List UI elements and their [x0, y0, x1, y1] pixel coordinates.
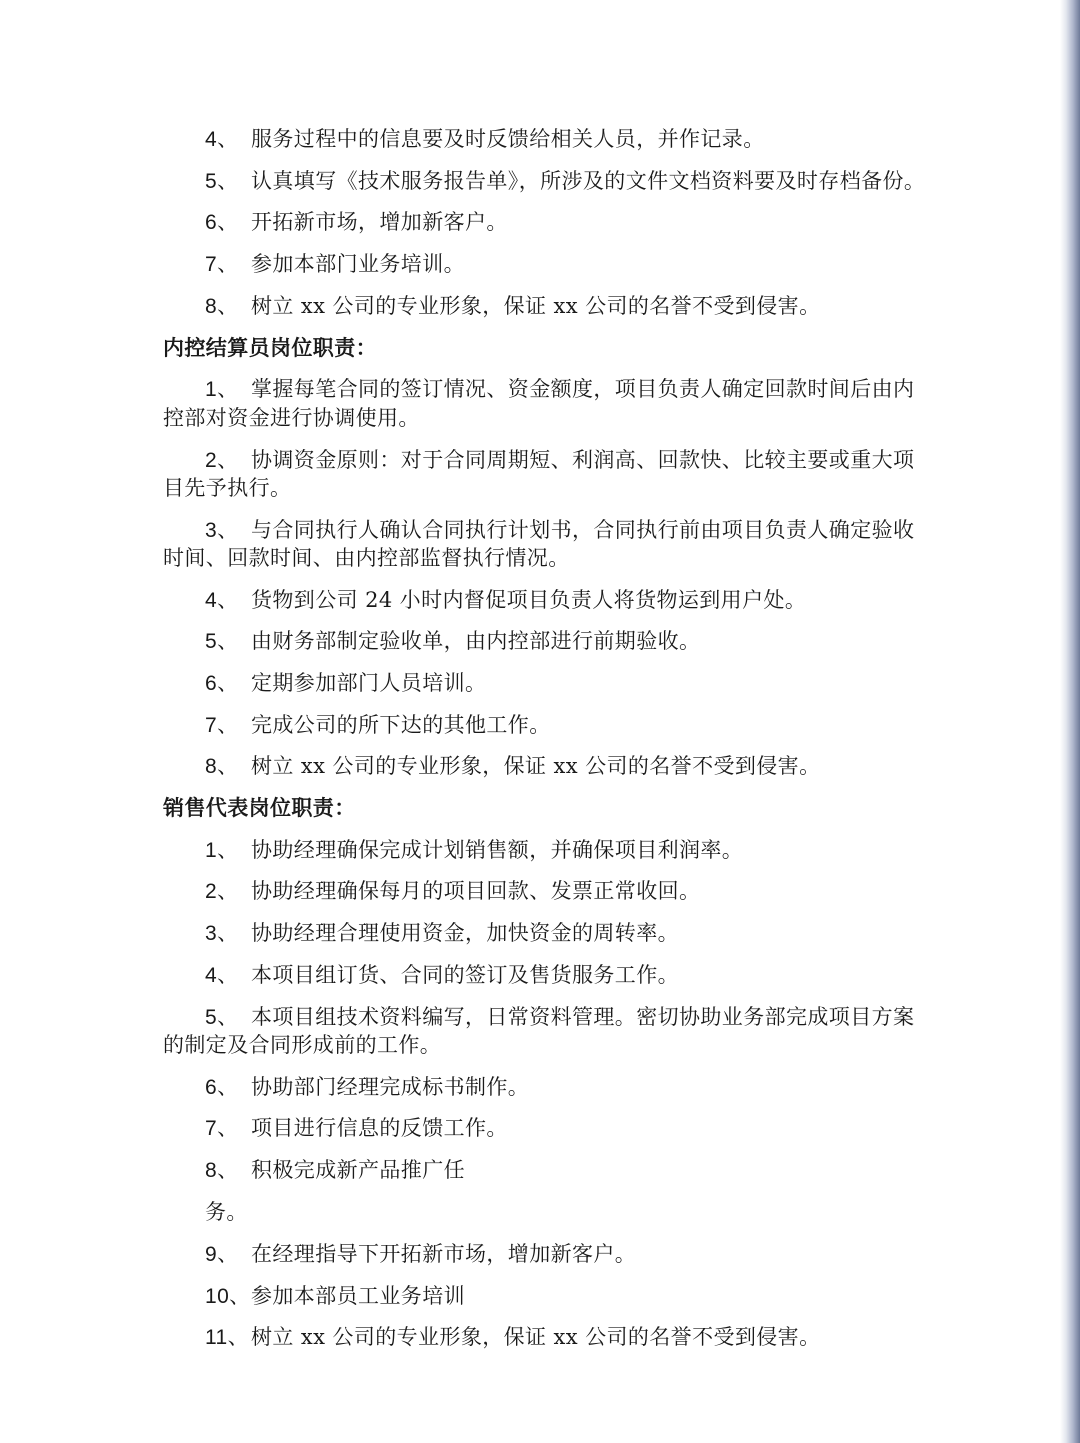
list-item: 8、 树立 xx 公司的专业形象，保证 xx 公司的名誉不受到侵害。 [205, 294, 821, 318]
section-heading-sales-rep: 销售代表岗位职责： [163, 795, 356, 820]
list-item: 8、 积极完成新产品推广任 [205, 1158, 465, 1182]
list-item: 4、 货物到公司 24 小时内督促项目负责人将货物运到用户处。 [205, 588, 807, 612]
list-item: 4、 本项目组订货、合同的签订及售货服务工作。 [205, 963, 679, 987]
list-item: 2、 协助经理确保每月的项目回款、发票正常收回。 [205, 879, 701, 903]
list-item: 3、 与合同执行人确认合同执行计划书，合同执行前由项目负责人确定验收 [205, 518, 915, 542]
list-item: 4、 服务过程中的信息要及时反馈给相关人员，并作记录。 [205, 127, 765, 151]
list-item: 3、 协助经理合理使用资金，加快资金的周转率。 [205, 921, 679, 945]
list-item: 6、 开拓新市场，增加新客户。 [205, 210, 508, 234]
list-item: 7、 参加本部门业务培训。 [205, 252, 465, 276]
list-item: 7、 完成公司的所下达的其他工作。 [205, 713, 551, 737]
list-item: 5、 本项目组技术资料编写，日常资料管理。密切协助业务部完成项目方案 [205, 1005, 915, 1029]
list-item: 1、 掌握每笔合同的签订情况、资金额度，项目负责人确定回款时间后由内 [205, 377, 915, 401]
list-item: 6、 定期参加部门人员培训。 [205, 671, 487, 695]
section-heading-internal-control: 内控结算员岗位职责： [163, 335, 377, 360]
list-item-continuation: 的制定及合同形成前的工作。 [163, 1033, 442, 1057]
list-item: 9、 在经理指导下开拓新市场，增加新客户。 [205, 1242, 637, 1266]
list-item: 6、 协助部门经理完成标书制作。 [205, 1075, 530, 1099]
list-item-continuation: 时间、回款时间、由内控部监督执行情况。 [163, 546, 570, 570]
list-item-continuation: 目先予执行。 [163, 476, 292, 500]
list-item: 5、 由财务部制定验收单，由内控部进行前期验收。 [205, 629, 701, 653]
list-item: 2、 协调资金原则：对于合同周期短、利润高、回款快、比较主要或重大项 [205, 448, 915, 472]
list-item-continuation: 控部对资金进行协调使用。 [163, 406, 420, 430]
list-item: 5、 认真填写《技术服务报告单》，所涉及的文件文档资料要及时存档备份。 [205, 169, 926, 193]
list-item: 11、树立 xx 公司的专业形象，保证 xx 公司的名誉不受到侵害。 [205, 1325, 821, 1349]
list-item: 7、 项目进行信息的反馈工作。 [205, 1116, 508, 1140]
list-item: 10、参加本部员工业务培训 [205, 1284, 465, 1308]
list-item: 8、 树立 xx 公司的专业形象，保证 xx 公司的名誉不受到侵害。 [205, 754, 821, 778]
list-item: 1、 协助经理确保完成计划销售额，并确保项目利润率。 [205, 838, 744, 862]
list-item-continuation: 务。 [205, 1200, 248, 1224]
page-edge-shadow [1060, 0, 1080, 1443]
